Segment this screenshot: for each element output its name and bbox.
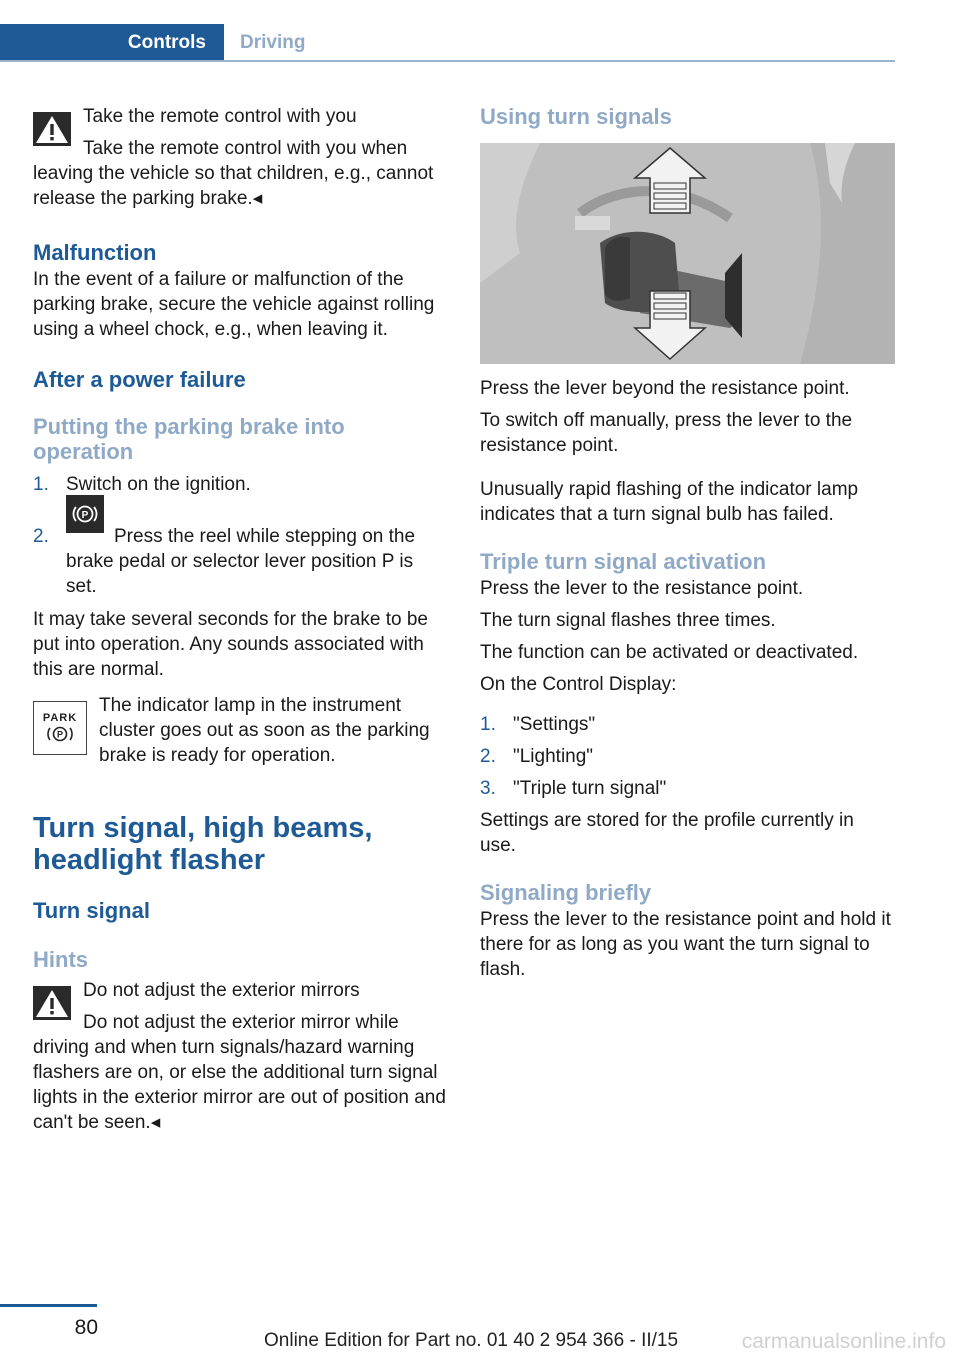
using-turn-signals-heading: Using turn signals [480,104,672,129]
settings-stored-text: Settings are stored for the profile currently in use. [480,810,854,856]
power-failure-steps [33,472,448,599]
edition-text: Online Edition for Part no. 01 40 2 954 366 - II/15 [264,1330,679,1351]
left-column [33,100,448,1135]
svg-text:P: P [81,510,89,521]
operation-note: It may take several seconds for the brake to be put into operation. Any sounds associated with this are normal. [33,609,428,680]
warning-remote-control [33,104,448,211]
warning-title: Do not adjust the exterior mirrors [83,980,360,1001]
triple-text-4: On the Control Display: [480,674,677,695]
list-item [480,712,895,737]
section-heading: Turn signal, high beams, headlight flasher [33,812,373,876]
tab-driving[interactable]: Driving [240,31,306,53]
svg-text:P: P [56,729,64,740]
header-divider [0,60,895,62]
turn-signal-heading: Turn signal [33,898,150,923]
warning-title: Take the remote control with you [83,106,357,127]
step-number: 2. [33,526,49,547]
hints-heading: Hints [33,947,88,972]
step-number: 1. [33,474,49,495]
triple-text-3: The function can be activated or deactivated. [480,642,859,663]
warning-mirrors [33,978,448,1135]
list-item [480,744,895,769]
warning-triangle-icon [33,112,71,146]
malfunction-body: In the event of a failure or malfunction of the parking brake, secure the vehicle against rolling using a wheel chock, e.g., when leaving it. [33,269,435,340]
right-column [480,100,895,982]
step-text: "Triple turn signal" [513,778,667,799]
turn-signal-lever-illustration [480,143,895,364]
park-indicator-note [33,693,448,768]
watermark: carmanualsonline.info [741,1330,946,1353]
step-number: 2. [480,746,496,767]
page-header [0,24,895,62]
triple-text-1: Press the lever to the resistance point. [480,578,804,599]
press-beyond-text: Press the lever beyond the resistance point. [480,378,850,399]
list-item [480,776,895,801]
control-display-steps [480,712,895,801]
signaling-briefly-heading: Signaling briefly [480,880,652,905]
signaling-briefly-text: Press the lever to the resistance point and hold it there for as long as you want the turn signal to flash. [480,909,891,980]
malfunction-heading: Malfunction [33,240,157,265]
list-item [33,510,448,599]
power-failure-heading: After a power failure [33,367,246,392]
warning-triangle-icon [33,986,71,1020]
step-number: 3. [480,778,496,799]
step-number: 1. [480,714,496,735]
step-text: "Lighting" [513,746,594,767]
step-text: Switch on the ignition. [66,474,251,495]
warning-body: Do not adjust the exterior mirror while driving and when turn signals/hazard warning flashers are on, or else the additional turn signal lights in the exterior mirror are out of position and can't be seen.◂ [33,1012,446,1133]
parking-brake-icon [66,495,104,533]
park-note-text: The indicator lamp in the instrument cluster goes out as soon as the parking brake is ready for operation. [99,695,430,766]
putting-heading: Putting the parking brake into operation [33,414,345,464]
triple-text-2: The turn signal flashes three times. [480,610,776,631]
rapid-flashing-text: Unusually rapid flashing of the indicator lamp indicates that a turn signal bulb has failed. [480,479,859,525]
park-indicator-icon: PARK P [33,701,87,755]
page-number: 80 [74,1316,98,1339]
step-text: Press the reel while stepping on the brake pedal or selector lever position P is set. [66,526,416,597]
switch-off-text: To switch off manually, press the lever to the resistance point. [480,410,853,456]
triple-turn-heading: Triple turn signal activation [480,549,767,574]
list-item [33,472,448,497]
footer-divider [0,1304,97,1307]
step-text: "Settings" [513,714,596,735]
tab-controls[interactable]: Controls [0,24,224,61]
warning-body: Take the remote control with you when leaving the vehicle so that children, e.g., cannot release the parking brake.◂ [33,138,434,209]
